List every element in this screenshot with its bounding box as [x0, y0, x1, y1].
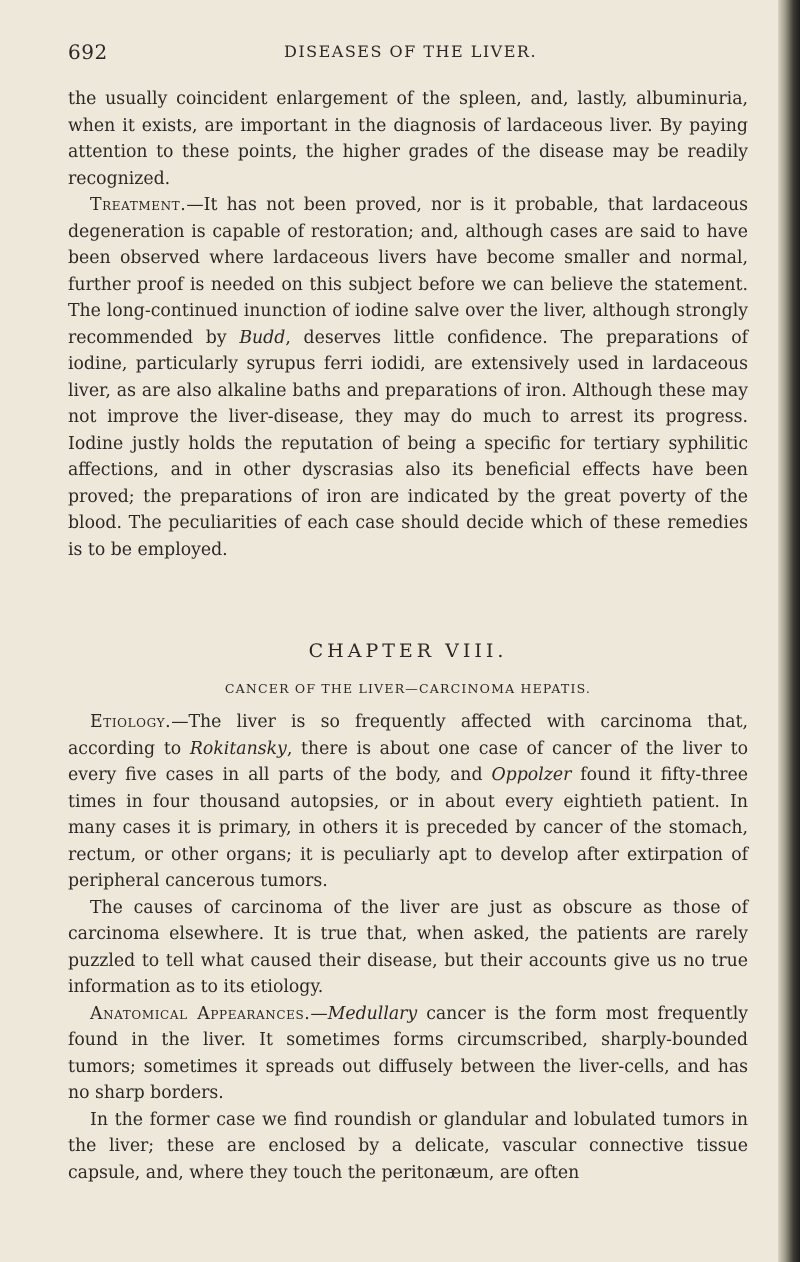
paragraph-tumors: In the former case we find roundish or glandular and lobulated tumors in the liver; these are enclosed by a delicate, vascular connective tissue capsule, and, where they touch the peritonæum, are often — [68, 1109, 748, 1183]
lardaceous-liver-section — [68, 86, 748, 563]
paragraph-etiology — [68, 709, 748, 895]
page-header — [68, 40, 748, 70]
cancer-section — [68, 709, 748, 1186]
chapter-subtitle: CANCER OF THE LIVER—CARCINOMA HEPATIS. — [224, 681, 592, 696]
anatomical-text: cancer is the form most frequently found in the liver. It sometimes forms circumscribed, sharply-bounded tumors; sometimes it spreads out diffusely between the liver-cells, and has no sharp borders. — [68, 1003, 748, 1103]
treatment-text-b: , deserves little confidence. The preparations of iodine, particularly syrupus ferri iodidi, are extensively used in lardaceous liver, as are also alkaline baths and preparations of iron. Although these may not improve the liver-disease, they may do much to arrest its progress. Iodine justly holds the reputation of being a specific for tertiary syphilitic affections, and in other dyscrasias also its beneficial effects have been proved; the preparations of iron are indicated by the great poverty of the blood. The peculiarities of each case should decide which of these remedies is to be employed. — [68, 327, 748, 560]
author-name-budd: Budd — [239, 327, 286, 348]
anatomical-dash: — — [310, 1003, 328, 1024]
anatomical-heading: Anatomical Appearances. — [90, 1003, 311, 1024]
author-name-rokitansky: Rokitansky — [189, 738, 287, 759]
paragraph-diagnosis-continued: the usually coincident enlargement of the spleen, and, lastly, albuminuria, when it exists, are important in the diagnosis of lardaceous liver. By paying attention to these points, the higher grades of the disease may be readily recognized. — [68, 89, 748, 189]
etiology-text-b: , there is about one case of cancer of the liver to every five cases in all parts of the body, and — [68, 738, 748, 785]
treatment-text-a: —It has not been proved, nor is it probable, that lardaceous degeneration is capable of restoration; and, although cases are said to have been observed where lardaceous livers have become smaller and normal, further proof is needed on this subject before we can believe the statement. The long-continued inunction of iodine salve over the liver, although strongly recommended by — [68, 195, 748, 348]
page-number: 692 — [68, 40, 108, 64]
paragraph-anatomical — [68, 1001, 748, 1107]
etiology-heading: Etiology. — [90, 712, 172, 732]
page-binding-shadow — [778, 0, 800, 1262]
paragraph-causes: The causes of carcinoma of the liver are just as obscure as those of carcinoma elsewhere. It is true that, when asked, the patients are rarely puzzled to tell what caused their disease, but their accounts give us no true information as to its etiology. — [68, 897, 748, 997]
author-name-oppolzer: Oppolzer — [491, 765, 572, 785]
chapter-title: CHAPTER VIII. — [308, 640, 508, 662]
paragraph-treatment — [68, 192, 748, 563]
term-medullary: Medullary — [327, 1003, 418, 1024]
treatment-heading: Treatment. — [90, 195, 187, 215]
etiology-text-a: —The liver is so frequently affected with carcinoma that, according to — [68, 712, 748, 759]
running-head: DISEASES OF THE LIVER. — [284, 42, 538, 61]
etiology-text-c: found it fifty-three times in four thousand autopsies, or in about every eightieth patient. In many cases it is primary, in others it is preceded by cancer of the stomach, rectum, or other organs; it is peculiarly apt to develop after extirpation of peripheral cancerous tumors. — [68, 765, 748, 891]
